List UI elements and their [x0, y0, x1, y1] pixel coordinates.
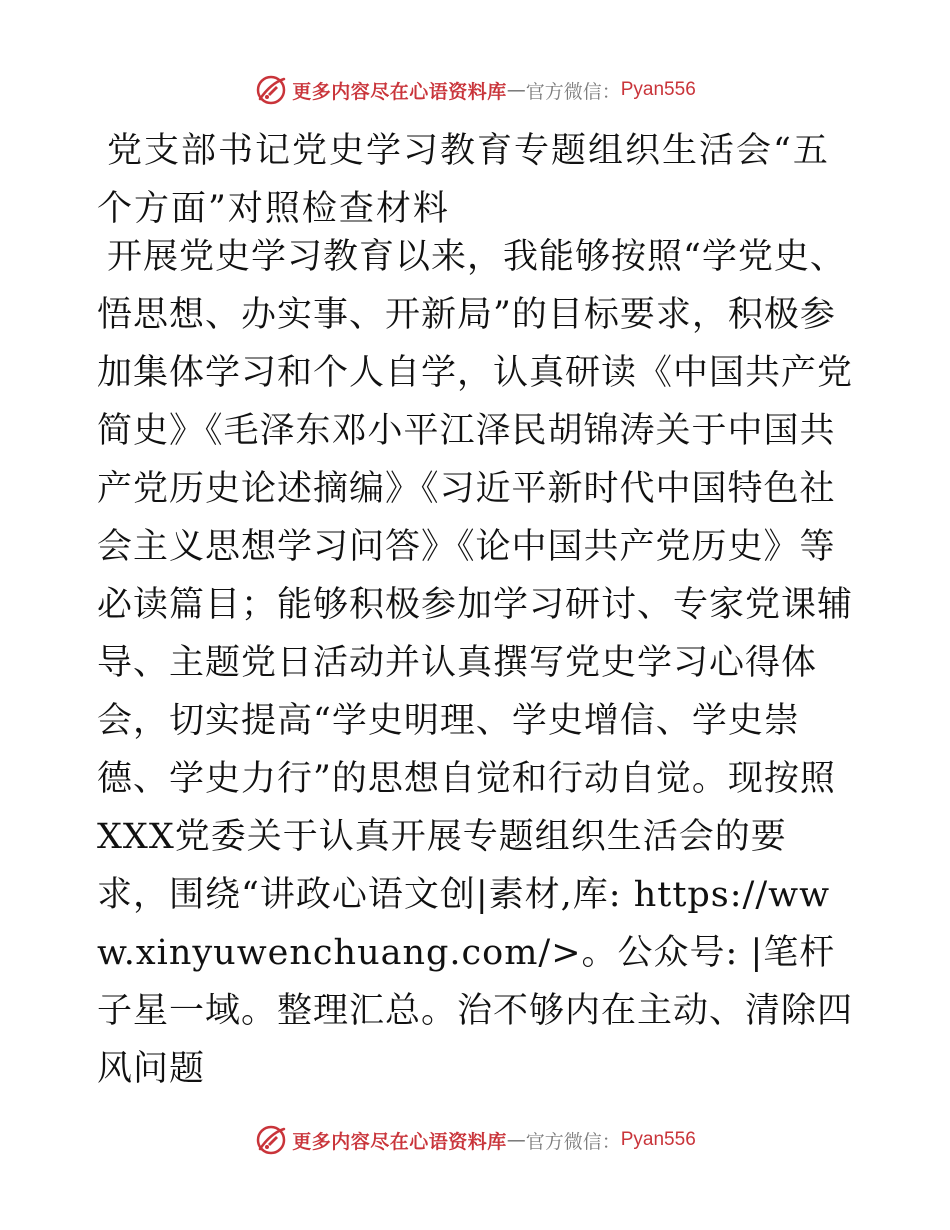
- watermark-brand-text: 更多内容尽在心语资料库: [292, 1130, 507, 1153]
- watermark-separator: —: [506, 79, 526, 101]
- pen-circle-logo-icon: [254, 1123, 288, 1157]
- document-title: 党支部书记党史学习教育专题组织生活会“五个方面”对照检查材料: [97, 131, 830, 229]
- document-body: 开展党史学习教育以来，我能够按照“学党史、悟思想、办实事、开新局”的目标要求，积极参加集体学习和个人自学，认真研读《中国共产党简史》《毛泽东邓小平江泽民胡锦涛关于中国共产党历史论述摘编》《习近平新时代中国特色社会主义思想学习问答》《论中国共产党历史》等必读篇目；能够积极参加学习研讨、专家党课辅导、主题党日活动并认真撰写党史学习心得体会，切实提高“学史明理、学史增信、学史崇德、学史力行”的思想自觉和行动自觉。现按照XXX党委关于认真开展专题组织生活会的要求，围绕“讲政心语文创|素材,库: https://www.xinyuwenchuang.com/>。公众号: |笔杆子星一域。整理汇总。治不够内在主动、清除四风问题: [97, 237, 854, 1089]
- footer-watermark: [0, 1120, 950, 1160]
- watermark-brand-text: 更多内容尽在心语资料库: [292, 80, 507, 103]
- watermark-wechat-label: 官方微信：: [525, 80, 621, 103]
- watermark-separator: —: [506, 1129, 526, 1151]
- header-watermark: [0, 70, 950, 110]
- watermark-wechat-label: 官方微信：: [525, 1130, 621, 1153]
- watermark-wechat-id: Pyan556: [620, 79, 696, 100]
- pen-circle-logo-icon: [254, 73, 288, 107]
- watermark-wechat-id: Pyan556: [620, 1129, 696, 1150]
